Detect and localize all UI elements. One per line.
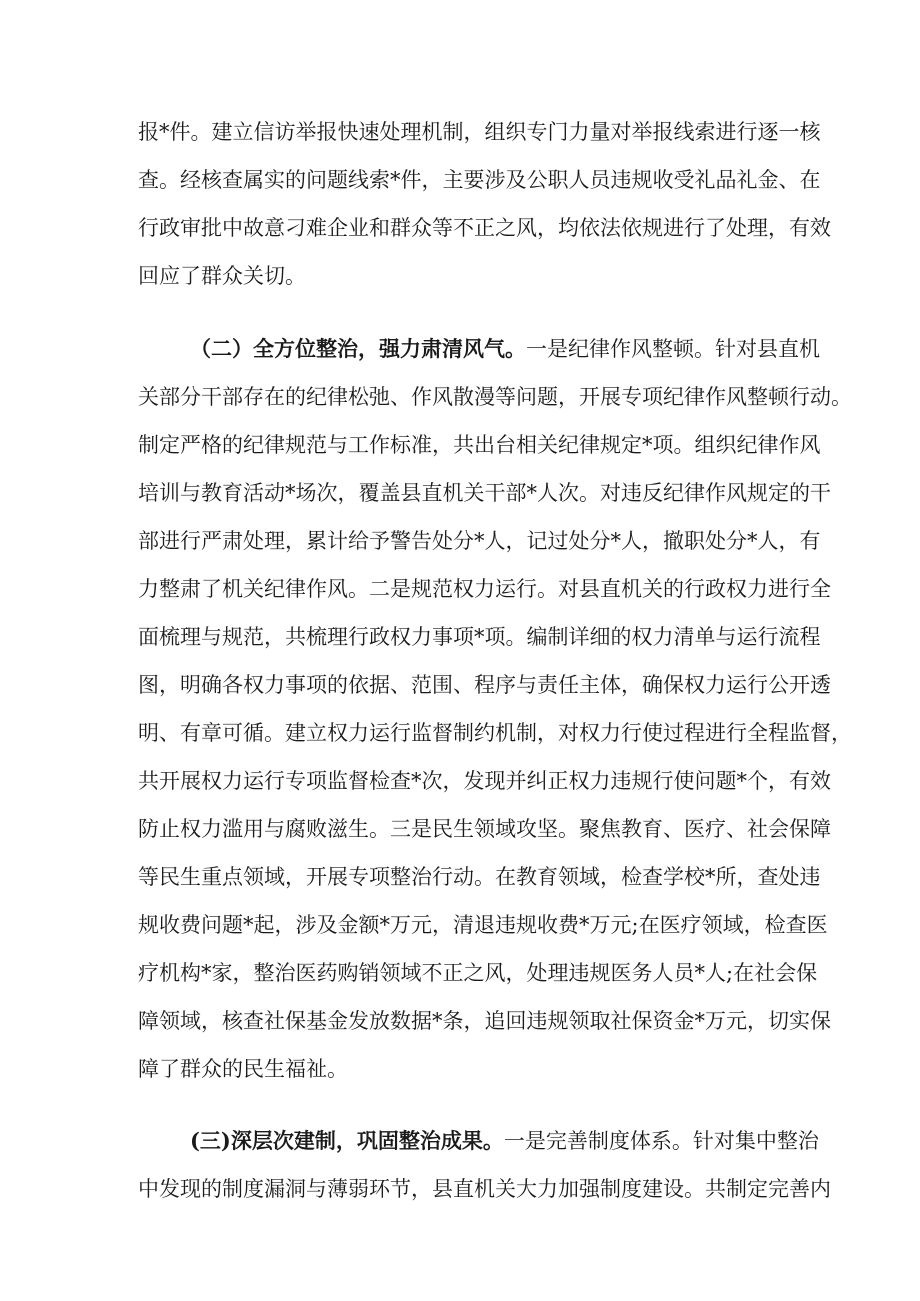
- paragraph-2-line-13: 规收费问题*起，涉及金额*万元，清退违规收费*万元;在医疗领域，检查医: [138, 913, 828, 937]
- paragraph-2-line-10: 共开展权力运行专项监督检查*次，发现并纠正权力违规行使问题*个，有效: [138, 769, 831, 793]
- paragraph-2-line-14: 疗机构*家，整治医药购销领域不正之风，处理违规医务人员*人;在社会保: [138, 961, 818, 985]
- paragraph-1-line-4: 回应了群众关切。: [138, 264, 306, 288]
- paragraph-2-line-11: 防止权力滥用与腐败滋生。三是民生领域攻坚。聚焦教育、医疗、社会保障: [138, 817, 831, 841]
- paragraph-2-line-15: 障领域，核查社保基金发放数据*条，追回违规领取社保资金*万元，切实保: [138, 1009, 831, 1033]
- paragraph-1-line-1: 报*件。建立信访举报快速处理机制，组织专门力量对举报线索进行逐一核: [138, 120, 821, 144]
- section-heading-2: （二）全方位整治，强力肃清风气。: [190, 336, 526, 361]
- paragraph-2-line-9: 明、有章可循。建立权力运行监督制约机制，对权力行使过程进行全程监督，: [138, 721, 852, 745]
- paragraph-3-line-2: 中发现的制度漏洞与薄弱环节，县直机关大力加强制度建设。共制定完善内: [138, 1177, 831, 1201]
- paragraph-2-line-12: 等民生重点领域，开展专项整治行动。在教育领域，检查学校*所，查处违: [138, 865, 821, 889]
- paragraph-2-line-16: 障了群众的民生福祉。: [138, 1057, 348, 1081]
- paragraph-2-line-6: 力整肃了机关纪律作风。二是规范权力运行。对县直机关的行政权力进行全: [138, 577, 831, 601]
- paragraph-1-line-3: 行政审批中故意刁难企业和群众等不正之风，均依法依规进行了处理，有效: [138, 216, 831, 240]
- paragraph-2-line-1-text: 一是纪律作风整顿。针对县直机: [526, 337, 820, 361]
- paragraph-2-line-7: 面梳理与规范，共梳理行政权力事项*项。编制详细的权力清单与运行流程: [138, 625, 821, 649]
- paragraph-2-line-5: 部进行严肃处理，累计给予警告处分*人，记过处分*人，撤职处分*人，有: [138, 529, 821, 553]
- paragraph-2-line-3: 制定严格的纪律规范与工作标准，共出台相关纪律规定*项。组织纪律作风: [138, 433, 821, 457]
- paragraph-3-line-1-text: 一是完善制度体系。针对集中整治: [503, 1129, 819, 1153]
- paragraph-1-line-2: 查。经核查属实的问题线索*件，主要涉及公职人员违规收受礼品礼金、在: [138, 168, 821, 192]
- paragraph-2-line-1: [190, 335, 820, 363]
- paragraph-2-line-2: 关部分干部存在的纪律松弛、作风散漫等问题，开展专项纪律作风整顿行动。: [138, 385, 852, 409]
- paragraph-2-line-8: 图，明确各权力事项的依据、范围、程序与责任主体，确保权力运行公开透: [138, 673, 831, 697]
- section-heading-3: (三)深层次建制，巩固整治成果。: [190, 1128, 504, 1153]
- paragraph-2-line-4: 培训与教育活动*场次，覆盖县直机关干部*人次。对违反纪律作风规定的干: [138, 481, 831, 505]
- paragraph-3-line-1: [190, 1127, 819, 1155]
